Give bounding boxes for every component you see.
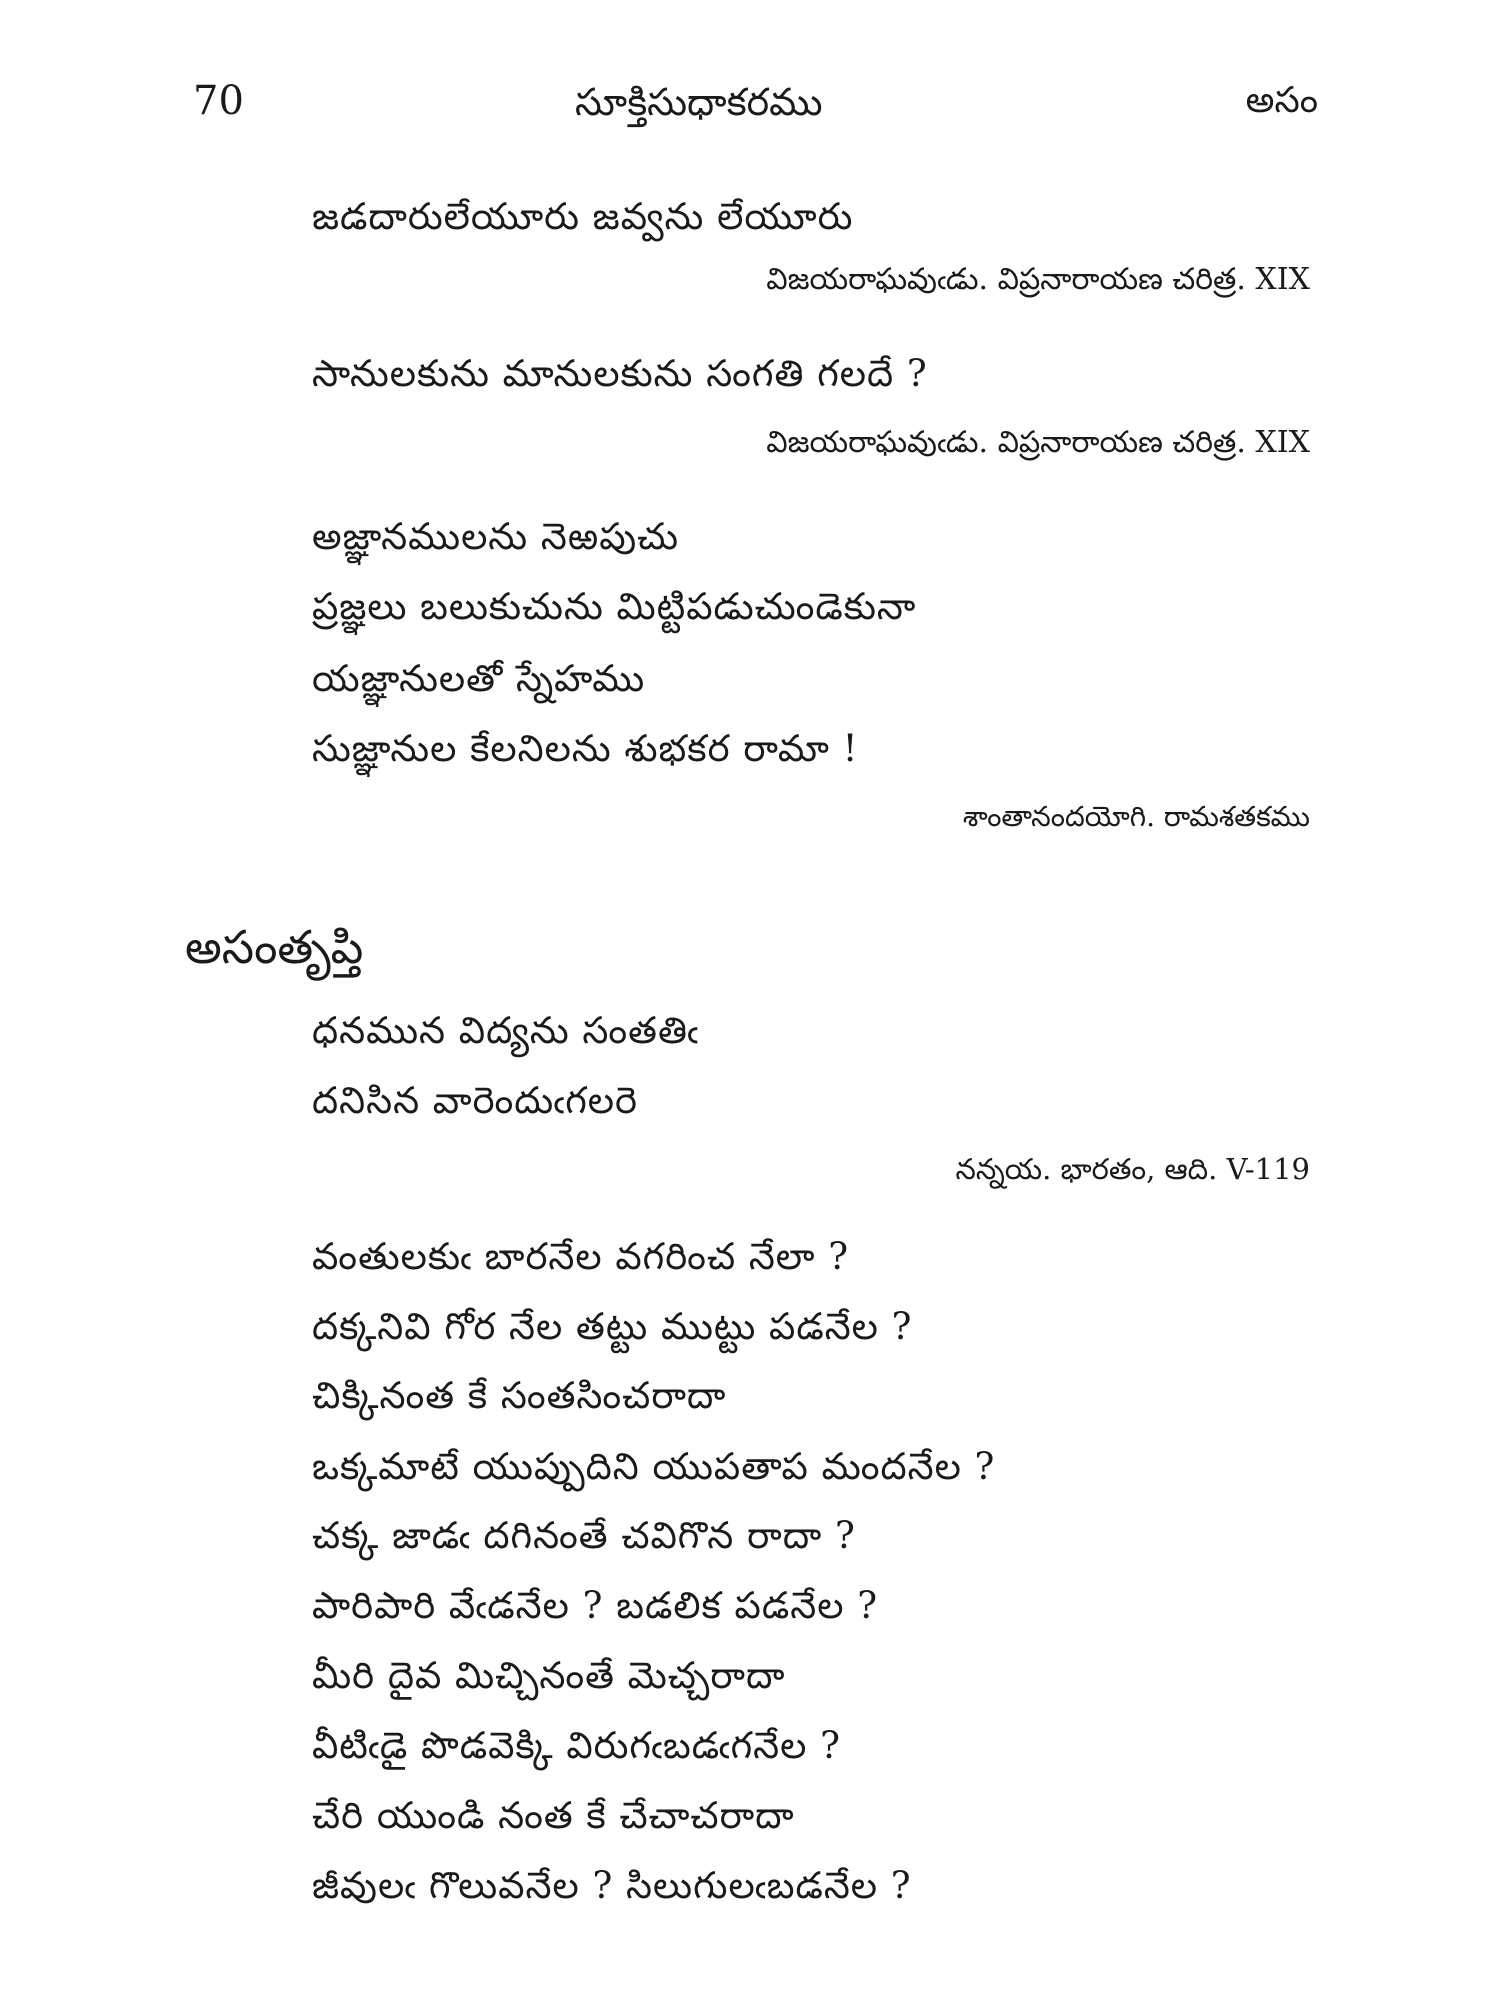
verse-line: చక్క జాడఁ దగినంతే చవిగొన రాదా ? <box>312 1514 856 1557</box>
verse-line: ధనమున విద్యను సంతతిఁ <box>312 1009 699 1052</box>
verse-line: వీటిఁడై పొడవెక్కి విరుగఁబడఁగనేల ? <box>312 1724 841 1767</box>
verse-line: పారిపారి వేఁడనేల ? బడలిక పడనేల ? <box>312 1584 879 1627</box>
header-section-label: అసం <box>1245 80 1318 121</box>
verse-line: ఒక్కమాటే యుప్పుదిని యుపతాప మందనేల ? <box>312 1445 996 1488</box>
verse-line: మీరి దైవ మిచ్చినంతే మెచ్చరాదా <box>312 1654 786 1697</box>
verse-line: ప్రజ్ఞలు బలుకుచును మిట్టిపడుచుండెకునా <box>312 585 917 628</box>
section-heading: అసంతృప్తి <box>185 920 364 974</box>
verse-line: యజ్ఞానులతో స్నేహము <box>312 657 646 700</box>
verse-line: చిక్కినంత కే సంతసించరాదా <box>312 1374 727 1417</box>
verse-line: దక్కనివి గోర నేల తట్టు ముట్టు పడనేల ? <box>312 1305 913 1348</box>
verse-line: సానులకును మానులకును సంగతి గలదే ? <box>312 352 928 395</box>
verse-line: వంతులకుఁ బారనేల వగరించ నేలా ? <box>312 1235 850 1278</box>
verse-line: జడదారులేయూరు జవ్వను లేయూరు <box>312 195 854 238</box>
verse-line: చేరి యుండి నంత కే చేచాచరాదా <box>312 1794 795 1837</box>
attribution: శాంతానందయోగి. రామశతకము <box>962 800 1310 833</box>
verse-line: దనిసిన వారెందుఁగలరె <box>312 1079 638 1122</box>
attribution: విజయరాఘవుఁడు. విప్రనారాయణ చరిత్ర. XIX <box>766 262 1310 297</box>
attribution: నన్నయ. భారతం, ఆది. V-119 <box>955 1152 1310 1186</box>
attribution: విజయరాఘవుఁడు. విప్రనారాయణ చరిత్ర. XIX <box>766 425 1310 460</box>
running-title: సూక్తిసుధాకరము <box>575 80 823 124</box>
verse-line: జీవులఁ గొలువనేల ? సిలుగులఁబడనేల ? <box>312 1864 912 1907</box>
verse-line: అజ్ఞానములను నెఱపుచు <box>312 515 680 558</box>
verse-line: సుజ్ఞానుల కేలనిలను శుభకర రామా ! <box>312 727 859 770</box>
page-number: 70 <box>193 78 244 124</box>
